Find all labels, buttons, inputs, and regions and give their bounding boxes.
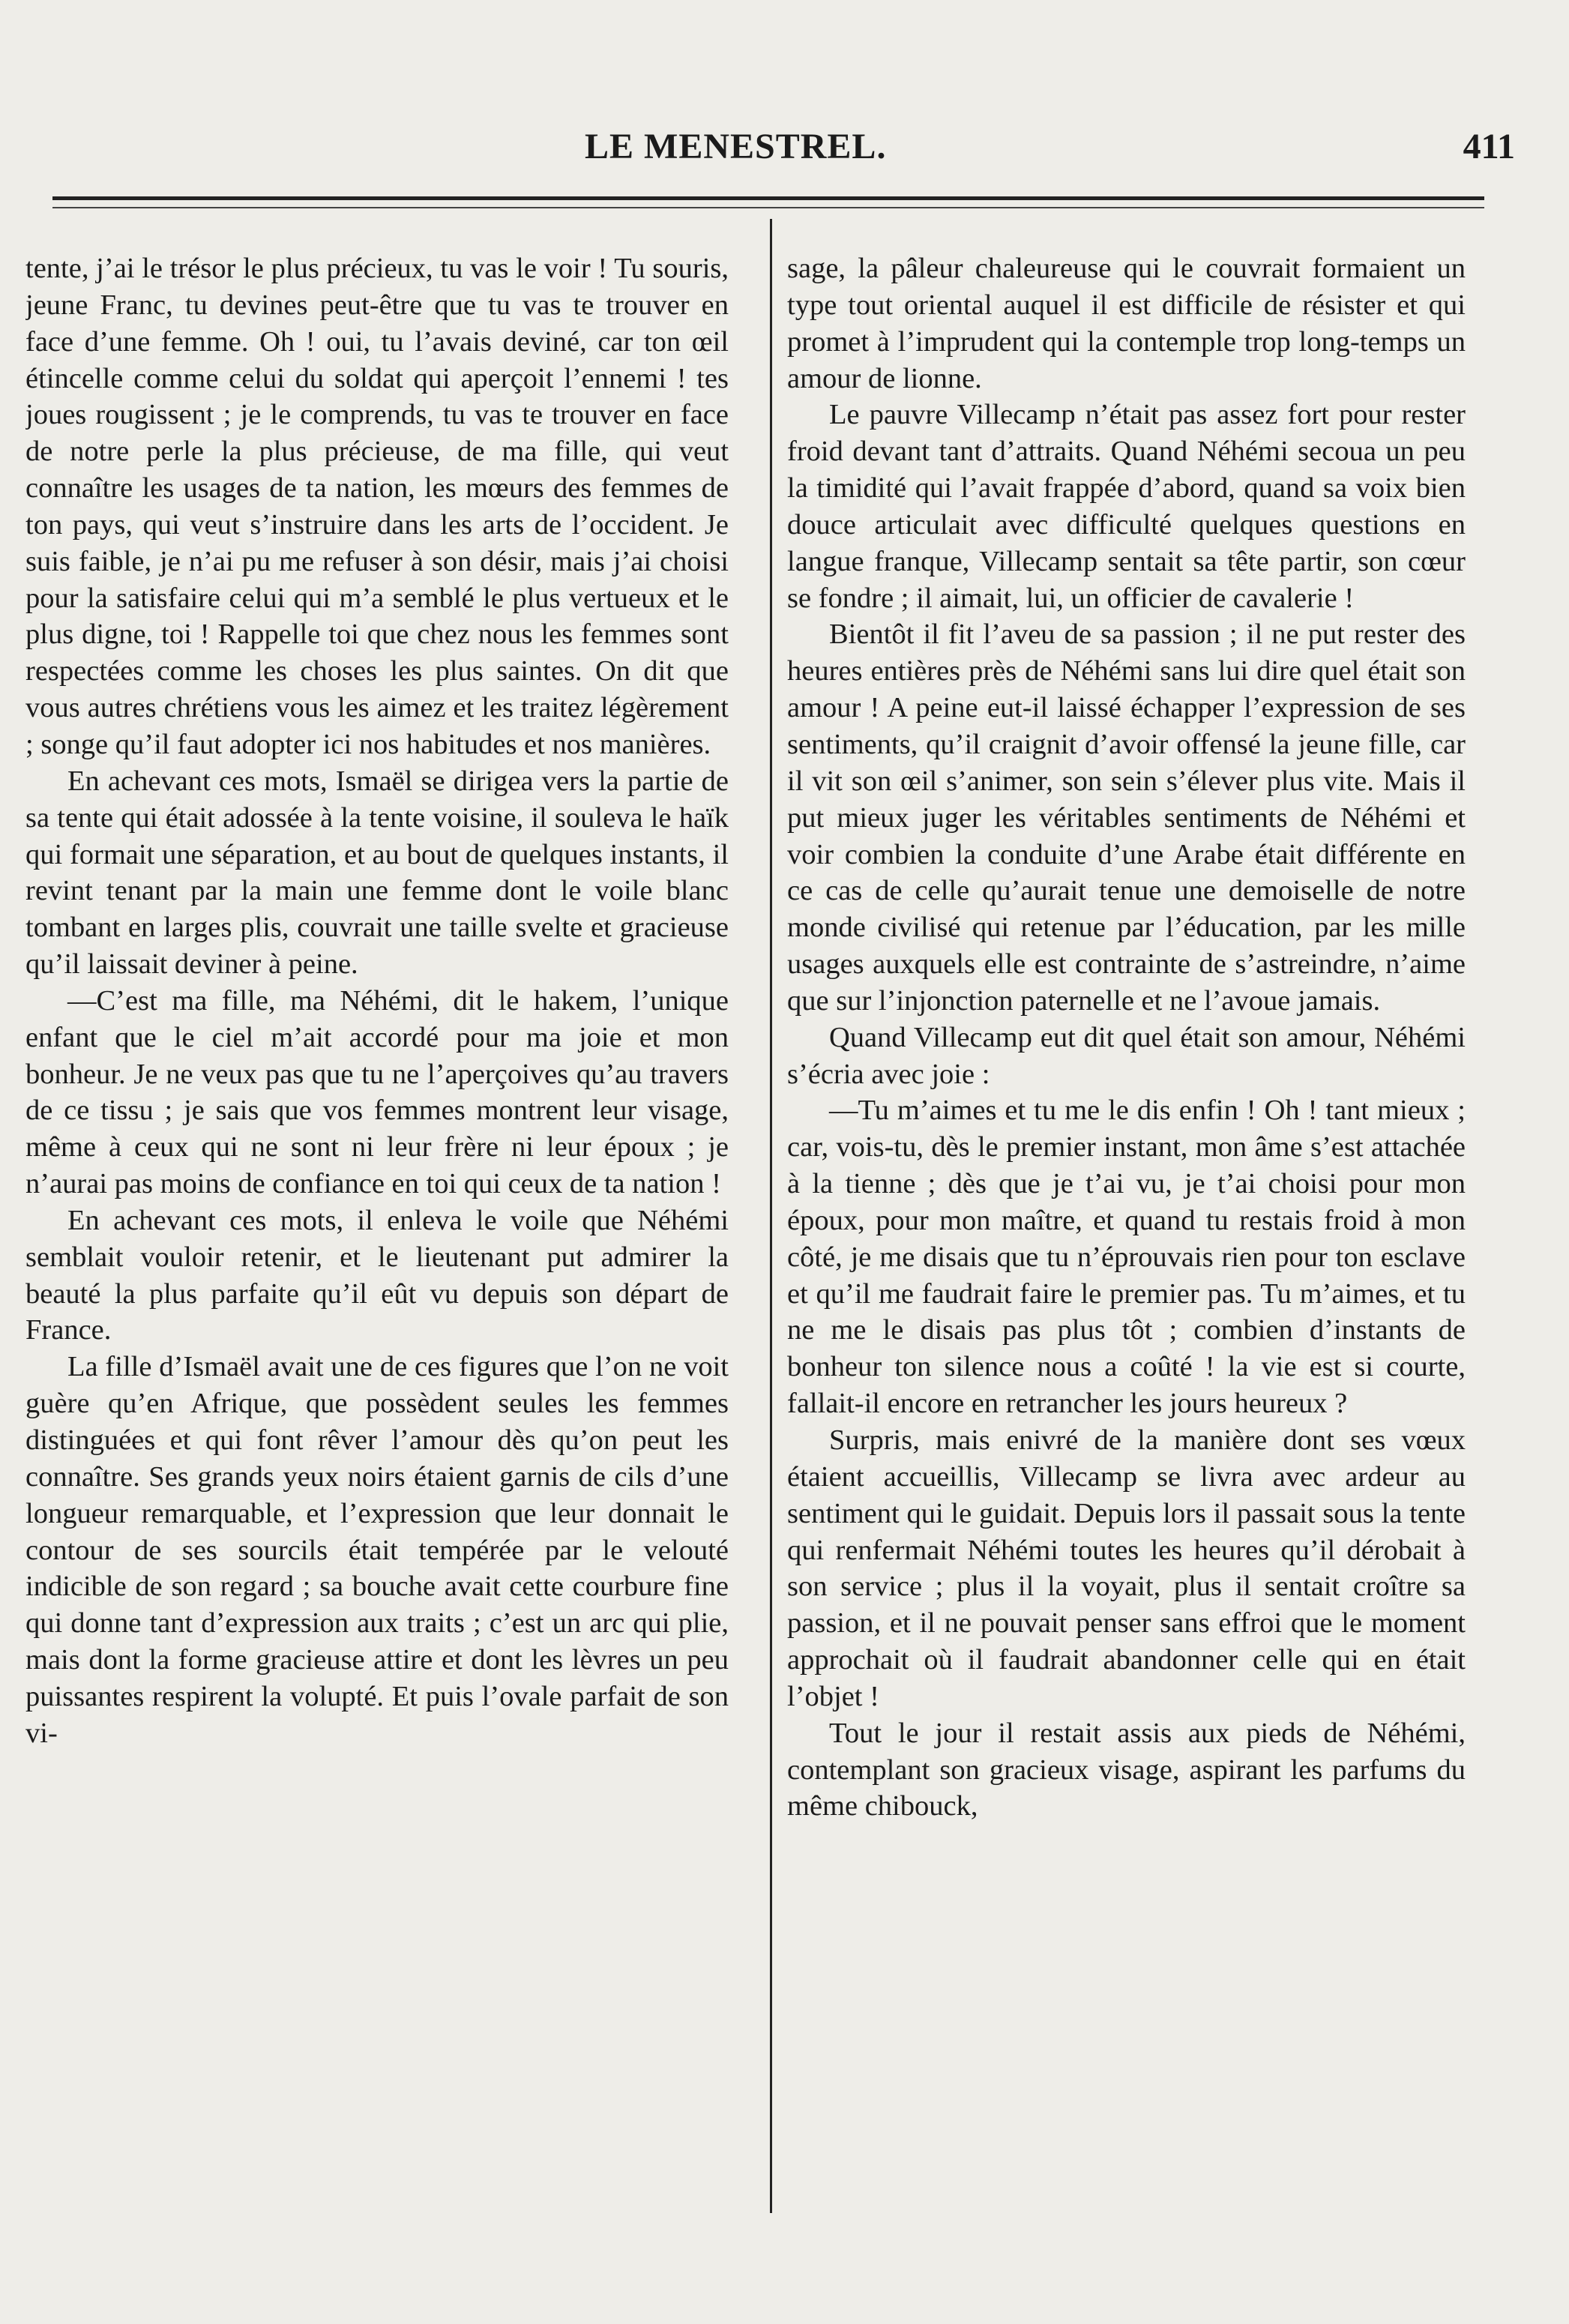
paragraph: La fille d’Ismaël avait une de ces figures que l’on ne voit guère qu’en Afrique, que possèdent seules les femmes distinguées et qui font rêver l’amour dès qu’on peut les connaître. Ses grands yeux noirs étaient garnis de cils d’une longueur remarquable, et l’expression que leur donnait le contour de ses sourcils était tempérée par le velouté indicible de son regard ; sa bouche avait cette courbure fine qui donne tant d’expression aux traits ; c’est un arc qui plie, mais dont la forme gracieuse attire et dont les lèvres un peu puissantes respirent la volupté. Et puis l’ovale parfait de son vi- xyxy=(25,1351,729,1749)
left-column xyxy=(25,250,729,2200)
running-head xyxy=(0,126,1569,178)
paragraph: sage, la pâleur chaleureuse qui le couvrait formaient un type tout oriental auquel il est difficile de résister et qui promet à l’imprudent qui la contemple trop long-temps un amour de lionne. xyxy=(787,253,1466,394)
page-number: 411 xyxy=(1463,127,1515,166)
paragraph: tente, j’ai le trésor le plus précieux, tu vas le voir ! Tu souris, jeune Franc, tu devines peut-être que tu vas te trouver en face d’une femme. Oh ! oui, tu l’avais deviné, car ton œil étincelle comme celui du soldat qui aperçoit l’ennemi ! tes joues rougissent ; je le comprends, tu vas te trouver en face de notre perle la plus précieuse, de ma fille, qui veut connaître les usages de ta nation, les mœurs des femmes de ton pays, qui veut s’instruire dans les arts de l’occident. Je suis faible, je n’ai pu me refuser à son désir, mais j’ai choisi pour la satisfaire celui qui m’a semblé le plus vertueux et le plus digne, toi ! Rappelle toi que chez nous les femmes sont respectées comme les choses les plus saintes. On dit que vous autres chrétiens vous les aimez et les traitez légèrement ; songe qu’il faut adopter ici nos habitudes et nos manières. xyxy=(25,253,729,760)
paragraph: —C’est ma fille, ma Néhémi, dit le hakem, l’unique enfant que le ciel m’ait accordé pour ma joie et mon bonheur. Je ne veux pas que tu ne l’aperçoives qu’au travers de ce tissu ; je sais que vos femmes montrent leur visage, même à ceux qui ne sont ni leur frère ni leur époux ; je n’aurai pas moins de confiance en toi qui ceux de ta nation ! xyxy=(25,984,729,1200)
paragraph: —Tu m’aimes et tu me le dis enfin ! Oh ! tant mieux ; car, vois-tu, dès le premier instant, mon âme s’est attachée à la tienne ; dès que je t’ai vu, je t’ai choisi pour mon époux, pour mon maître, et quand tu restais froid à mon côté, je me disais que tu n’éprouvais rien pour ton esclave et qu’il me faudrait faire le premier pas. Tu m’aimes, et tu ne me le disais pas plus tôt ; combien d’instants de bonheur ton silence nous a coûté ! la vie est si courte, fallait-il encore en retrancher les jours heureux ? xyxy=(787,1095,1466,1420)
header-title: LE MENESTREL. xyxy=(585,127,887,166)
header-rule-thin xyxy=(52,207,1484,208)
header-rule-thick xyxy=(52,196,1484,200)
paragraph: En achevant ces mots, il enleva le voile que Néhémi semblait vouloir retenir, et le lieutenant put admirer la beauté la plus parfaite qu’il eût vu depuis son départ de France. xyxy=(25,1204,729,1346)
paragraph: Le pauvre Villecamp n’était pas assez fort pour rester froid devant tant d’attraits. Quand Néhémi secoua un peu la timidité qui l’avait frappée d’abord, quand sa voix bien douce articulait avec difficulté quelques questions en langue franque, Villecamp sentait sa tête partir, son cœur se fondre ; il aimait, lui, un officier de cavalerie ! xyxy=(787,399,1466,614)
paragraph: Tout le jour il restait assis aux pieds de Néhémi, contemplant son gracieux visage, aspirant les parfums du même chibouck, xyxy=(787,1717,1466,1822)
paragraph: Surpris, mais enivré de la manière dont ses vœux étaient accueillis, Villecamp se livra avec ardeur au sentiment qui le guidait. Depuis lors il passait sous la tente qui renfermait Néhémi toutes les heures qu’il dérobait à son service ; plus il la voyait, plus il sentait croître sa passion, et il ne pouvait penser sans effroi que le moment approchait où il faudrait abandonner celle qui en était l’objet ! xyxy=(787,1424,1466,1712)
right-column xyxy=(787,250,1466,2200)
paragraph: Quand Villecamp eut dit quel était son amour, Néhémi s’écria avec joie : xyxy=(787,1021,1466,1090)
column-divider xyxy=(770,219,772,2213)
paragraph: Bientôt il fit l’aveu de sa passion ; il ne put rester des heures entières près de Néhémi sans lui dire quel était son amour ! A peine eut-il laissé échapper l’expression de ses sentiments, qu’il craignit d’avoir offensé la jeune fille, car il vit son œil s’animer, son sein s’élever plus vite. Mais il put mieux juger les véritables sentiments de Néhémi et voir combien la conduite d’une Arabe était différente en ce cas de celle qu’aurait tenue une demoiselle de notre monde civilisé qui retenue par l’éducation, par les mille usages auxquels elle est contrainte de s’astreindre, n’aime que sur l’injonction paternelle et ne l’avoue jamais. xyxy=(787,618,1466,1017)
paragraph: En achevant ces mots, Ismaël se dirigea vers la partie de sa tente qui était adossée à la tente voisine, il souleva le haïk qui formait une séparation, et au bout de quelques instants, il revint tenant par la main une femme dont le voile blanc tombant en larges plis, couvrait une taille svelte et gracieuse qu’il laissait deviner à peine. xyxy=(25,765,729,981)
